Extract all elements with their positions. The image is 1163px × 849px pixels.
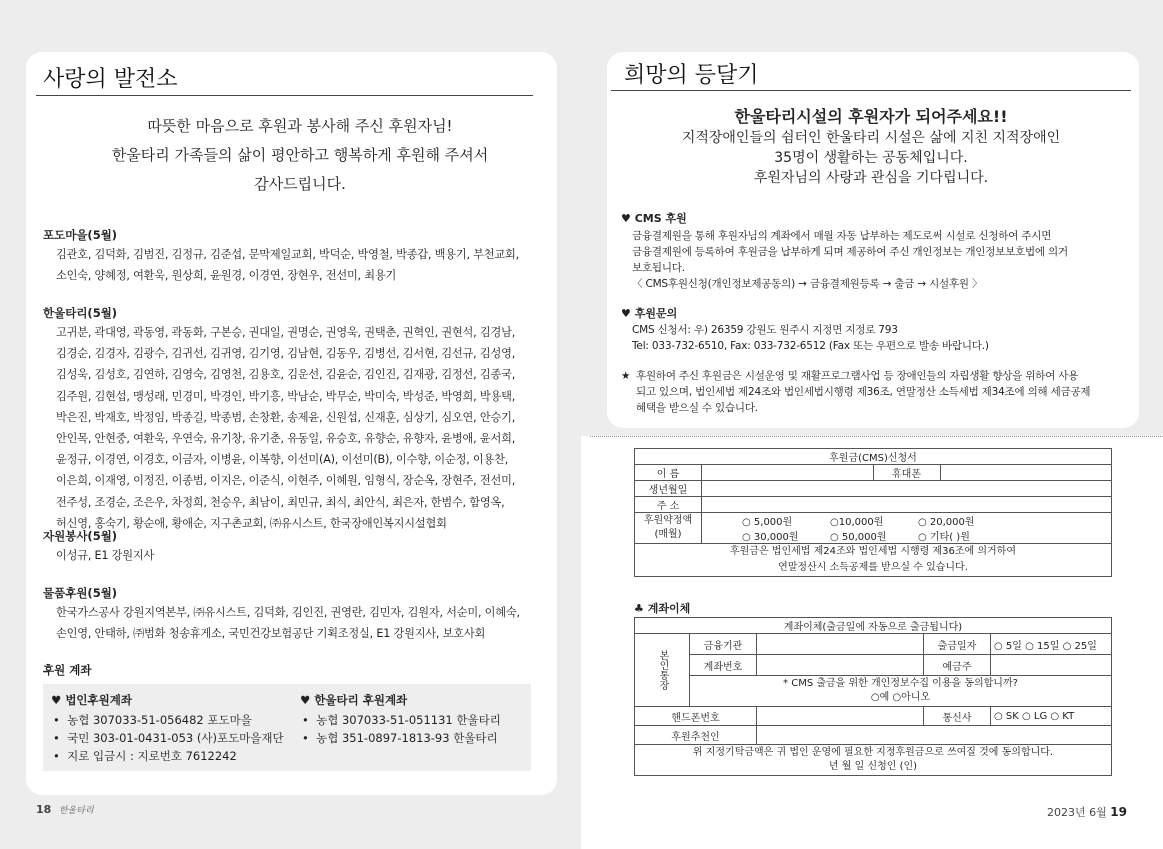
carrier-options[interactable]: ○ SK ○ LG ○ KT [991,707,1112,726]
hanultari-account-list [302,711,501,747]
amount-options-row2[interactable] [702,528,1112,544]
form-title: 후원금(CMS)신청서 [635,449,1112,465]
donor-list-hanultari [56,322,546,534]
transfer-table [634,617,1112,776]
right-title-rule [611,90,1131,91]
cms-line: 〈 CMS후원신청(개인정보제공동의) → 금융결제원등록 → 출금 → 시설후원 〉 [632,278,983,290]
cms-heading [621,210,687,226]
form-note-line: 후원금은 법인세법 제24조와 법인세법 시행령 제36조에 의거하여 [729,546,1017,557]
bank-label: 금융기관 [690,634,757,655]
page-number: 18 [36,803,52,816]
consent-cell[interactable] [690,676,1112,707]
donor-line: 한국가스공사 강원지역본부, ㈜유시스트, 김덕화, 김인진, 권영란, 김민자, 김원자, 서순미, 이혜숙, [56,606,520,619]
corp-account-title-text: 법인후원계좌 [65,693,132,707]
donor-line: 허신영, 홍숙기, 황순애, 황애순, 지구촌교회, ㈜유시스트, 한국장애인복지시설협회 [56,516,447,530]
intro-line: 감사드립니다. [254,175,346,193]
form-note-line: 연말정산시 소득공제를 받으실 수 있습니다. [778,562,968,573]
tax-line: 혜택을 받으실 수 있습니다. [636,402,758,414]
inquiry-text [632,322,1132,354]
section-heading-volunteer: 자원봉사(5월) [43,529,118,543]
donor-line: 소인숙, 양혜정, 여환욱, 원상희, 윤원경, 이경연, 장현우, 전선미, 최용기 [56,269,397,283]
page-number: 19 [1110,805,1127,819]
right-footer [1047,804,1127,820]
club-icon: ♣ [634,602,644,615]
intro-line: 한울타리 가족들의 삶이 평안하고 행복하게 후원해 주셔서 [111,146,489,164]
heart-icon: ♥ [300,693,311,707]
corp-account-title [51,692,132,708]
address-label: 주 소 [635,497,702,513]
inquiry-line: CMS 신청서: 우) 26359 강원도 원주시 지정면 지정로 793 [632,324,898,336]
hanultari-account-title-text: 한울타리 후원계좌 [314,693,408,707]
right-subtitle [611,128,1131,188]
account-item: • 농협 351-0897-1813-93 한울타리 [302,731,498,745]
star-icon: ★ [621,370,631,382]
donor-line: 고귀분, 곽대영, 곽동영, 곽동화, 구본승, 권대일, 권명순, 권영욱, 권택춘, 권혁인, 권현석, 김경남, [56,326,516,339]
inquiry-heading-text: 후원문의 [634,307,678,320]
left-page-number [36,803,94,816]
donor-line: 이성규, E1 강원지사 [56,549,155,562]
transfer-title: 계좌이체(출금일에 자동으로 출금됩니다) [635,618,1112,634]
donor-line: 김관호, 김덕화, 김범진, 김정규, 김준섭, 문막제일교회, 박덕순, 박영철, 박종갑, 백용기, 부천교회, [56,248,519,261]
subtitle-line: 후원자님의 사랑과 관심을 기다립니다. [753,170,989,186]
own-account-label: 본인통장 [635,634,690,707]
amount-options-row1[interactable] [702,513,1112,529]
right-title: 희망의 등달기 [624,63,759,88]
donor-line: 안인목, 안현중, 여환욱, 우연숙, 유기창, 유기춘, 유동일, 유승호, 유향순, 유향자, 윤병애, 윤서희, [56,432,516,446]
holder-label: 예금주 [924,655,991,676]
subtitle-line: 35명이 생활하는 공동체입니다. [774,150,968,166]
issue-date: 2023년 6월 [1047,806,1107,819]
subtitle-line: 지적장애인들의 쉼터인 한울타리 시설은 삶에 지친 지적장애인 [681,130,1061,146]
birth-label: 생년월일 [635,481,702,497]
cms-line: 금융결제원에 등록하여 후원금을 납부하게 되며 제공하여 주신 개인정보는 개인정보보호법에 의거 [632,246,1068,258]
intro-line: 따뜻한 마음으로 후원과 봉사해 주신 후원자님! [147,117,453,135]
birth-field[interactable] [702,481,1112,497]
donor-line: 김주원, 김현섭, 맹성래, 민경미, 박경인, 박기흥, 박남순, 박무순, 박미숙, 박성준, 박영희, 박용택, [56,389,516,403]
agreement-cell [635,745,1112,776]
donor-line: 윤정규, 이경연, 이경호, 이금자, 이병윤, 이복향, 이선미(A), 이선미(B), 이수향, 이순정, 이용찬, [56,453,509,467]
tax-line: 후원하여 주신 후원금은 시설운영 및 재활프로그램사업 등 장애인들의 자립생활 향상을 위하여 사용 [636,370,1079,382]
cms-line: 보호됩니다. [632,262,685,274]
withdraw-date-label: 출금일자 [924,634,991,655]
phone-label: 휴대폰 [873,465,940,481]
signature-line: 년 월 일 신청인 (인) [828,761,918,772]
section-heading-hanultari: 한울타리(5월) [43,306,118,320]
account-text: 지로 입금시 : 지로번호 7612242 [67,749,237,763]
transfer-heading-text: 계좌이체 [647,602,691,615]
mobile-field[interactable] [757,707,924,726]
dotted-divider [590,436,1163,437]
donor-line: 김경순, 김경자, 김광수, 김귀선, 김귀영, 김기영, 김남현, 김동우, 김병선, 김서현, 김선규, 김성영, [56,347,516,361]
tax-note [636,368,1131,416]
carrier-label: 통신사 [924,707,991,726]
referrer-label: 후원추천인 [635,726,757,745]
account-text: 국민 303-01-0431-053 (사)포도마을재단 [67,731,284,745]
account-text: 농협 351-0897-1813-93 한울타리 [316,731,498,745]
address-field[interactable] [702,497,1112,513]
account-text: 농협 307033-51-056482 포도마을 [67,713,252,727]
section-heading-goods: 물품후원(5월) [43,586,118,600]
cms-line: 금융결제원을 통해 후원자님의 계좌에서 매월 자동 납부하는 제도로써 시설로 신청하여 주시면 [632,230,1052,242]
form-note [635,544,1112,577]
cms-heading-text: CMS 후원 [634,212,687,225]
account-no-label: 계좌번호 [690,655,757,676]
left-intro [36,112,564,199]
account-text: 농협 307033-51-051131 한울타리 [316,713,501,727]
amount-option[interactable]: ○ 5,000원 [742,517,793,528]
left-title-rule [36,95,533,96]
donor-line: 김성욱, 김성호, 김연하, 김영숙, 김영천, 김용호, 김운선, 김윤순, 김인진, 김재광, 김정선, 김종국, [56,368,516,382]
agreement-text: 위 지정기탁금액은 귀 법인 운영에 필요한 지정후원금으로 쓰여질 것에 동의합니다. [692,747,1054,758]
phone-field[interactable] [940,465,1112,481]
amount-option[interactable]: ○ 20,000원 [918,517,975,528]
hanultari-account-title [300,692,407,708]
amount-label: 후원약정액 (매월) [635,513,702,544]
donor-line: 박은진, 박재호, 박정임, 박종길, 박종범, 손창환, 송제윤, 신원섭, 신재훈, 심상기, 심오연, 안승기, [56,410,516,424]
account-heading: 후원 계좌 [43,663,92,677]
donor-line: 손인영, 안태하, ㈜범화 청송휴게소, 국민건강보험공단 기획조정실, E1 강원지사, 보호사회 [56,627,486,641]
heart-icon: ♥ [51,693,62,707]
donor-line: 전주성, 조경순, 조은우, 차정희, 천승우, 최남이, 최민규, 최식, 최안식, 최은자, 한범수, 함영옥, [56,495,505,509]
logo: 한울타리 [58,806,94,816]
amount-option[interactable]: ○ 30,000원 [742,532,799,543]
consent-question: * CMS 출금을 위한 개인정보수집 이용을 동의합니까? [783,678,1018,689]
name-label: 이 름 [635,465,702,481]
account-box [43,684,531,771]
donor-list-grape [56,244,546,286]
corp-account-list [53,711,284,765]
inquiry-heading [621,305,677,321]
inquiry-line: Tel: 033-732-6510, Fax: 033-732-6512 (Fax 또는 우편으로 발송 바랍니다.) [632,340,989,352]
holder-field[interactable] [991,655,1112,676]
cms-form-table [634,448,1112,577]
heart-icon: ♥ [621,307,631,320]
section-heading-grape: 포도마을(5월) [43,228,118,242]
referrer-field[interactable] [757,726,1112,745]
name-field[interactable] [702,465,874,481]
bank-field[interactable] [757,634,924,655]
amount-option[interactable]: ○10,000원 [830,517,884,528]
left-title: 사랑의 발전소 [43,67,178,92]
donor-list-volunteer [56,545,546,566]
transfer-heading [634,600,690,616]
mobile-label: 핸드폰번호 [635,707,757,726]
account-item: • 농협 307033-51-056482 포도마을 [53,713,252,727]
amount-option[interactable]: ○ 기타( )원 [918,532,970,543]
account-item: • 농협 307033-51-051131 한울타리 [302,713,501,727]
consent-options[interactable]: ○예 ○아니오 [870,692,931,703]
account-no-field[interactable] [757,655,924,676]
donor-line: 이은희, 이재영, 이정진, 이종범, 이지은, 이준식, 이현주, 이혜원, 임형식, 장순옥, 장현주, 전선미, [56,474,516,488]
donor-list-goods [56,602,546,644]
withdraw-date-options[interactable]: ○ 5일 ○ 15일 ○ 25일 [991,634,1112,655]
cms-text [632,228,1132,292]
tax-line: 되고 있으며, 법인세법 제24조와 법인세법시행령 제36조, 연말정산 소득세법 제34조에 의해 세금공제 [636,386,1091,398]
amount-option[interactable]: ○ 50,000원 [830,532,887,543]
account-item: • 지로 입금시 : 지로번호 7612242 [53,749,237,763]
account-item: • 국민 303-01-0431-053 (사)포도마을재단 [53,731,284,745]
right-headline: 한울타리시설의 후원자가 되어주세요!! [734,107,1008,126]
heart-icon: ♥ [621,212,631,225]
